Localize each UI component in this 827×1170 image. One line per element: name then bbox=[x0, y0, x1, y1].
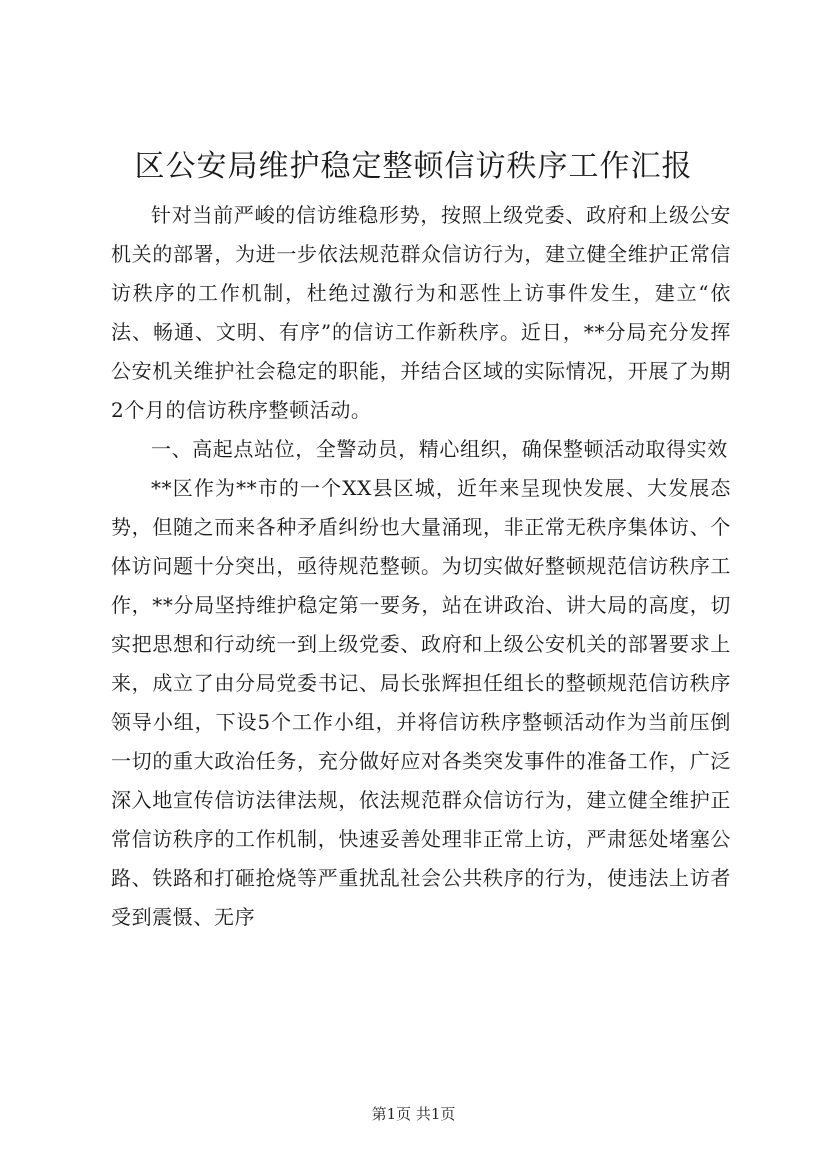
document-body bbox=[111, 196, 731, 937]
paragraph-intro: 针对当前严峻的信访维稳形势，按照上级党委、政府和上级公安机关的部署，为进一步依法规范群众信访行为，建立健全维护正常信访秩序的工作机制，杜绝过激行为和恶性上访事件发生，建立“依法、畅通、文明、有序”的信访工作新秩序。近日，**分局充分发挥公安机关维护社会稳定的职能，并结合区域的实际情况，开展了为期2个月的信访秩序整顿活动。 bbox=[111, 203, 731, 422]
document-title: 区公安局维护稳定整顿信访秩序工作汇报 bbox=[134, 149, 693, 184]
page-footer: 第1页 共1页 bbox=[371, 1105, 456, 1123]
section-heading-1: 一、高起点站位，全警动员，精心组织，确保整顿活动取得实效 bbox=[151, 437, 728, 461]
paragraph-section-1: **区作为**市的一个XX县区城，近年来呈现快发展、大发展态势，但随之而来各种矛盾纠纷也大量涌现，非正常无秩序集体访、个体访问题十分突出，亟待规范整顿。为切实做好整顿规范信访秩序工作，**分局坚持维护稳定第一要务，站在讲政治、讲大局的高度，切实把思想和行动统一到上级党委、政府和上级公安机关的部署要求上来，成立了由分局党委书记、局长张辉担任组长的整顿规范信访秩序领导小组，下设5个工作小组，并将信访秩序整顿活动作为当前压倒一切的重大政治任务，充分做好应对各类突发事件的准备工作，广泛深入地宣传信访法律法规，依法规范群众信访行为，建立健全维护正常信访秩序的工作机制，快速妥善处理非正常上访，严肃惩处堵塞公路、铁路和打砸抢烧等严重扰乱社会公共秩序的行为，使违法上访者受到震慑、无序 bbox=[111, 476, 731, 929]
